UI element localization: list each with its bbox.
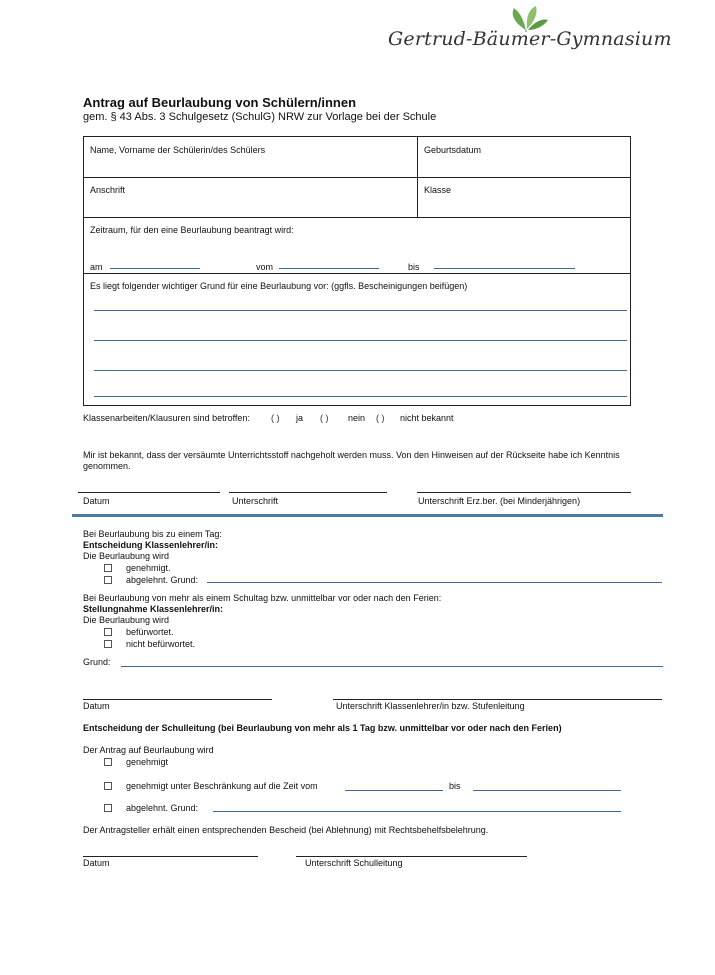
approved-label: genehmigt. — [126, 563, 171, 573]
date-label: Datum — [83, 496, 110, 506]
exams-label: Klassenarbeiten/Klausuren sind betroffen: — [83, 413, 250, 423]
form-row-divider — [83, 217, 630, 218]
logo-text: Gertrud-Bäumer-Gymnasium — [388, 28, 672, 50]
section-divider — [72, 514, 663, 517]
one-day-intro: Bei Beurlaubung bis zu einem Tag: — [83, 529, 222, 539]
birthdate-label: Geburtsdatum — [424, 145, 482, 155]
reason-line[interactable] — [94, 310, 627, 311]
rejected-label: abgelehnt. Grund: — [126, 575, 199, 585]
bis-label: bis — [408, 262, 420, 272]
student-signature-label: Unterschrift — [232, 496, 279, 506]
leitung-approved-label: genehmigt — [126, 757, 169, 767]
approved-checkbox[interactable] — [104, 564, 112, 572]
leitung-signature-label: Unterschrift Schulleitung — [305, 858, 403, 868]
rejection-reason-line[interactable] — [207, 582, 662, 583]
teacher-signature-line[interactable] — [333, 699, 662, 700]
teacher-signature-label: Unterschrift Klassenlehrer/in bzw. Stufenleitung — [336, 701, 525, 711]
grund-line[interactable] — [121, 666, 663, 667]
form-row-divider — [83, 273, 630, 274]
leitung-restricted-label: genehmigt unter Beschränkung auf die Zeit vom — [126, 781, 318, 791]
form-row-divider — [83, 177, 630, 178]
endorsed-label: befürwortet. — [126, 627, 174, 637]
name-label: Name, Vorname der Schülerin/des Schülers — [90, 145, 266, 155]
leitung-approved-checkbox[interactable] — [104, 758, 112, 766]
address-label: Anschrift — [90, 185, 126, 195]
reason-line[interactable] — [94, 396, 627, 397]
restricted-to-line[interactable] — [473, 790, 621, 791]
endorsed-checkbox[interactable] — [104, 628, 112, 636]
bis-date-line[interactable] — [434, 268, 575, 269]
restricted-bis-label: bis — [449, 781, 461, 791]
more-days-heading: Stellungnahme Klassenlehrer/in: — [83, 604, 224, 614]
not-endorsed-checkbox[interactable] — [104, 640, 112, 648]
leitung-signature-line[interactable] — [296, 856, 527, 857]
school-logo — [388, 4, 672, 56]
leitung-note: Der Antragsteller erhält einen entsprechenden Bescheid (bei Ablehnung) mit Rechtsbehelfsbelehrung. — [83, 825, 489, 835]
leitung-restricted-checkbox[interactable] — [104, 782, 112, 790]
student-signature-line[interactable] — [229, 492, 387, 493]
reason-line[interactable] — [94, 370, 627, 371]
leitung-rejected-checkbox[interactable] — [104, 804, 112, 812]
more-days-lead: Die Beurlaubung wird — [83, 615, 170, 625]
reason-line[interactable] — [94, 340, 627, 341]
birthdate-field[interactable] — [418, 158, 628, 176]
leitung-date-label: Datum — [83, 858, 110, 868]
exams-unknown-checkbox[interactable]: ( ) — [376, 413, 385, 423]
guardian-signature-line[interactable] — [417, 492, 631, 493]
leitung-rejection-line[interactable] — [213, 811, 621, 812]
class-label: Klasse — [424, 185, 452, 195]
leitung-heading: Entscheidung der Schulleitung (bei Beurlaubung von mehr als 1 Tag bzw. unmittelbar vor oder nach den Ferien) — [83, 723, 562, 733]
leitung-rejected-label: abgelehnt. Grund: — [126, 803, 199, 813]
period-label: Zeitraum, für den eine Beurlaubung beantragt wird: — [90, 225, 294, 235]
notice-text: Mir ist bekannt, dass der versäumte Unterrichtsstoff nachgeholt werden muss. Von den Hinweisen auf der Rückseite habe ich Kenntnis genommen. — [83, 450, 620, 471]
name-field[interactable] — [84, 158, 416, 176]
leitung-lead: Der Antrag auf Beurlaubung wird — [83, 745, 214, 755]
reason-label: Es liegt folgender wichtiger Grund für eine Beurlaubung vor: (ggfls. Bescheinigungen beifügen) — [90, 281, 468, 291]
page-subtitle: gem. § 43 Abs. 3 Schulgesetz (SchulG) NRW zur Vorlage bei der Schule — [83, 111, 437, 123]
date-signature-line[interactable] — [78, 492, 220, 493]
address-field[interactable] — [84, 198, 416, 216]
grund-label: Grund: — [83, 657, 111, 667]
am-label: am — [90, 262, 103, 272]
teacher-date-label: Datum — [83, 701, 110, 711]
exams-ja-checkbox[interactable]: ( ) — [271, 413, 280, 423]
leitung-date-line[interactable] — [83, 856, 258, 857]
exams-ja-label: ja — [296, 413, 304, 423]
class-field[interactable] — [418, 198, 628, 216]
one-day-heading: Entscheidung Klassenlehrer/in: — [83, 540, 219, 550]
rejected-checkbox[interactable] — [104, 576, 112, 584]
not-endorsed-label: nicht befürwortet. — [126, 639, 196, 649]
exams-nein-label: nein — [348, 413, 366, 423]
exams-nein-checkbox[interactable]: ( ) — [320, 413, 329, 423]
vom-date-line[interactable] — [279, 268, 379, 269]
vom-label: vom — [256, 262, 274, 272]
exams-unknown-label: nicht bekannt — [400, 413, 454, 423]
one-day-lead: Die Beurlaubung wird — [83, 551, 170, 561]
page-title: Antrag auf Beurlaubung von Schülern/innen — [83, 95, 357, 110]
teacher-date-line[interactable] — [83, 699, 272, 700]
guardian-signature-label: Unterschrift Erz.ber. (bei Minderjährigen) — [418, 496, 581, 506]
am-date-line[interactable] — [110, 268, 200, 269]
restricted-from-line[interactable] — [345, 790, 443, 791]
more-days-intro: Bei Beurlaubung von mehr als einem Schultag bzw. unmittelbar vor oder nach den Ferien: — [83, 593, 442, 603]
